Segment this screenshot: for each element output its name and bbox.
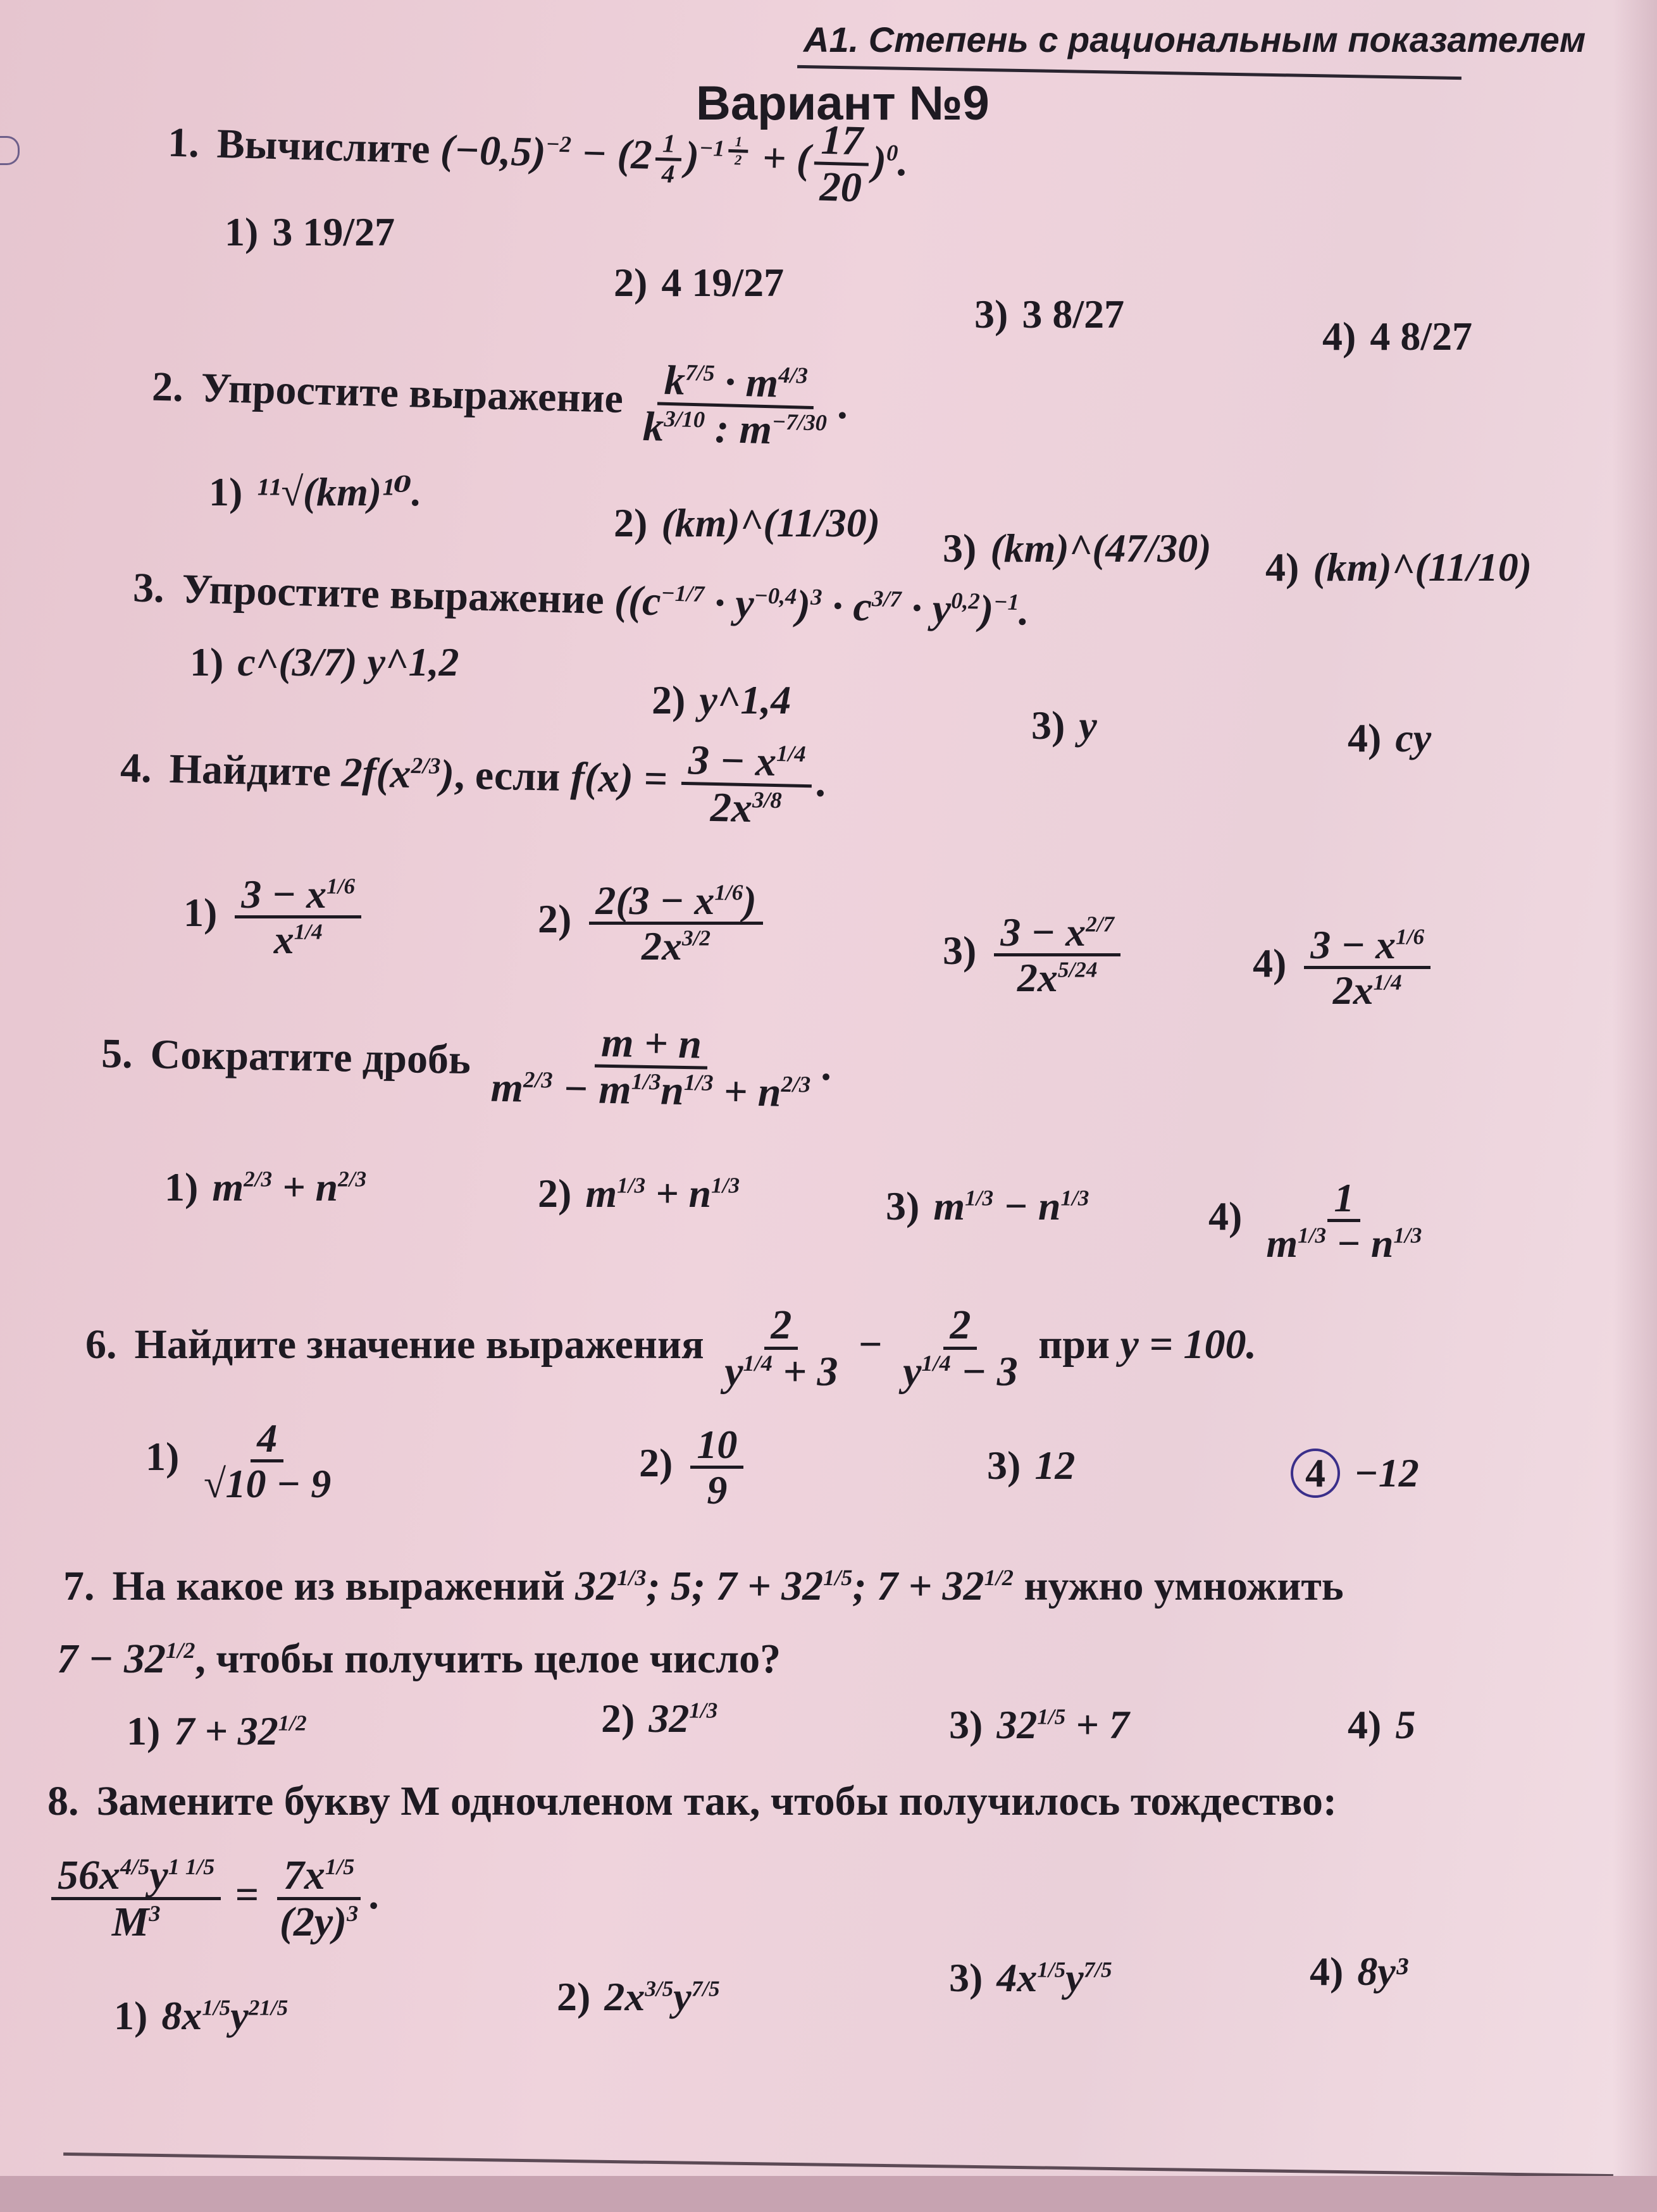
task-8-option-2: 2) $2x^{3/5}y^{7/5}$ — [557, 1974, 720, 2019]
task-4-option-3: 3) $\frac{3 - x^{2/7}}{2x^{5/24}}$ — [943, 911, 1124, 999]
task-2-option-3: 3) (km)^(47/30) — [943, 526, 1212, 571]
task-2-option-4: 4) (km)^(11/10) — [1265, 545, 1532, 590]
task-7: 7. На какое из выражений $32^{1/3}$; 5; $7 + 32^{1/5}$; $7 + 32^{1/2}$ нужно умножить — [63, 1563, 1344, 1609]
task-5-option-4: 4) $\frac{1}{m^{1/3} - n^{1/3}}$ — [1208, 1175, 1422, 1266]
task-4-option-1: 1) $\frac{3 - x^{1/6}}{x^{1/4}}$ — [183, 873, 365, 961]
margin-pen-mark — [0, 136, 20, 165]
task-7-option-3: 3) $32^{1/5} + 7$ — [949, 1702, 1129, 1747]
task-5-option-2: 2) $m^{1/3} + n^{1/3}$ — [538, 1171, 740, 1216]
variant-title: Вариант №9 — [696, 77, 990, 130]
task-1-option-3: 3) 3 8/27 — [974, 292, 1125, 337]
task-3-option-4: 4) cy — [1348, 715, 1432, 760]
page-shadow — [1613, 0, 1657, 2212]
task-6: 6. Найдите значение выражения $\frac{2}{y^{1/4} + 3}$ − $\frac{2}{y^{1/4} - 3}$ при y = 100. — [85, 1302, 1257, 1395]
task-4: 4. Найдите $2f(x^{2/3})$, если f(x) = $\frac{3 - x^{1/4}}{2x^{3/8}}$ . — [120, 737, 827, 832]
task-7-option-4: 4) 5 — [1348, 1702, 1416, 1747]
task-7-line-2: $7 - 32^{1/2}$, чтобы получить целое число? — [57, 1636, 781, 1682]
task-8-option-4: 4) 8y³ — [1310, 1949, 1408, 1994]
task-7-option-2: 2) $32^{1/3}$ — [601, 1696, 718, 1741]
task-8: 8. Замените букву M одночленом так, чтобы получилось тождество: — [47, 1778, 1337, 1824]
task-3: 3. Упростите выражение $((c^{-1/7} \cdot y^{-0,4})^3 \cdot c^{3/7} \cdot y^{0,2})^{-1}$. — [132, 564, 1030, 634]
task-3-option-2: 2) y^1,4 — [652, 677, 791, 722]
task-3-option-3: 3) y — [1031, 703, 1097, 748]
task-8-option-3: 3) $4x^{1/5}y^{7/5}$ — [949, 1955, 1112, 2000]
task-8-equation: $\frac{56x^{4/5}y^{1 1/5}}{M^3}$ = $\frac{7x^{1/5}}{(2y)^3}$ . — [47, 1853, 379, 1944]
task-5-option-1: 1) $m^{2/3} + n^{2/3}$ — [164, 1165, 367, 1209]
answer-circle: 4 — [1291, 1449, 1340, 1498]
bottom-rule — [63, 2153, 1613, 2177]
task-1-option-2: 2) 4 19/27 — [614, 260, 785, 305]
task-6-option-1: 1) $\frac{4}{√10 - 9}$ — [146, 1416, 332, 1507]
task-2-option-1: 1) ¹¹√(km)¹⁰. — [209, 469, 422, 514]
task-2-option-2: 2) (km)^(11/30) — [614, 500, 881, 545]
page-bottom-edge — [0, 2176, 1657, 2212]
page-header: А1. Степень с рациональным показателем — [804, 20, 1586, 59]
task-5: 5. Сократите дробь $\frac{m + n}{m^{2/3} - m^{1/3}n^{1/3} + n^{2/3}}$ . — [101, 1019, 832, 1116]
task-6-option-2: 2) $\frac{10}{9}$ — [639, 1423, 747, 1511]
task-4-option-4: 4) $\frac{3 - x^{1/6}}{2x^{1/4}}$ — [1253, 924, 1434, 1011]
task-1-option-1: 1) 3 19/27 — [225, 209, 395, 254]
task-7-option-1: 1) $7 + 32^{1/2}$ — [127, 1708, 307, 1753]
task-4-option-2: 2) $\frac{2(3 - x^{1/6})}{2x^{3/2}}$ — [538, 879, 767, 967]
task-2: 2. Упростите выражение $\frac{k^{7/5} \cdot m^{4/3}}{k^{3/10} : m^{-7/30}}$ . — [151, 357, 849, 454]
task-3-option-1: 1) c^(3/7) y^1,2 — [190, 640, 459, 684]
task-6-option-3: 3) 12 — [987, 1443, 1076, 1488]
task-1-option-4: 4) 4 8/27 — [1322, 314, 1473, 359]
task-8-option-1: 1) $8x^{1/5}y^{21/5}$ — [114, 1993, 289, 2038]
task-6-option-4-circled: 4 −12 — [1291, 1449, 1419, 1498]
task-5-option-3: 3) $m^{1/3} - n^{1/3}$ — [886, 1183, 1089, 1228]
task-1: 1. Вычислите $(-0,5)^{-2} - (2$ $\frac{1}{4}$ )$^{-1 \frac{1}{2}}$ + ( $\frac{17}{20}$ )$^0$. — [167, 116, 909, 211]
